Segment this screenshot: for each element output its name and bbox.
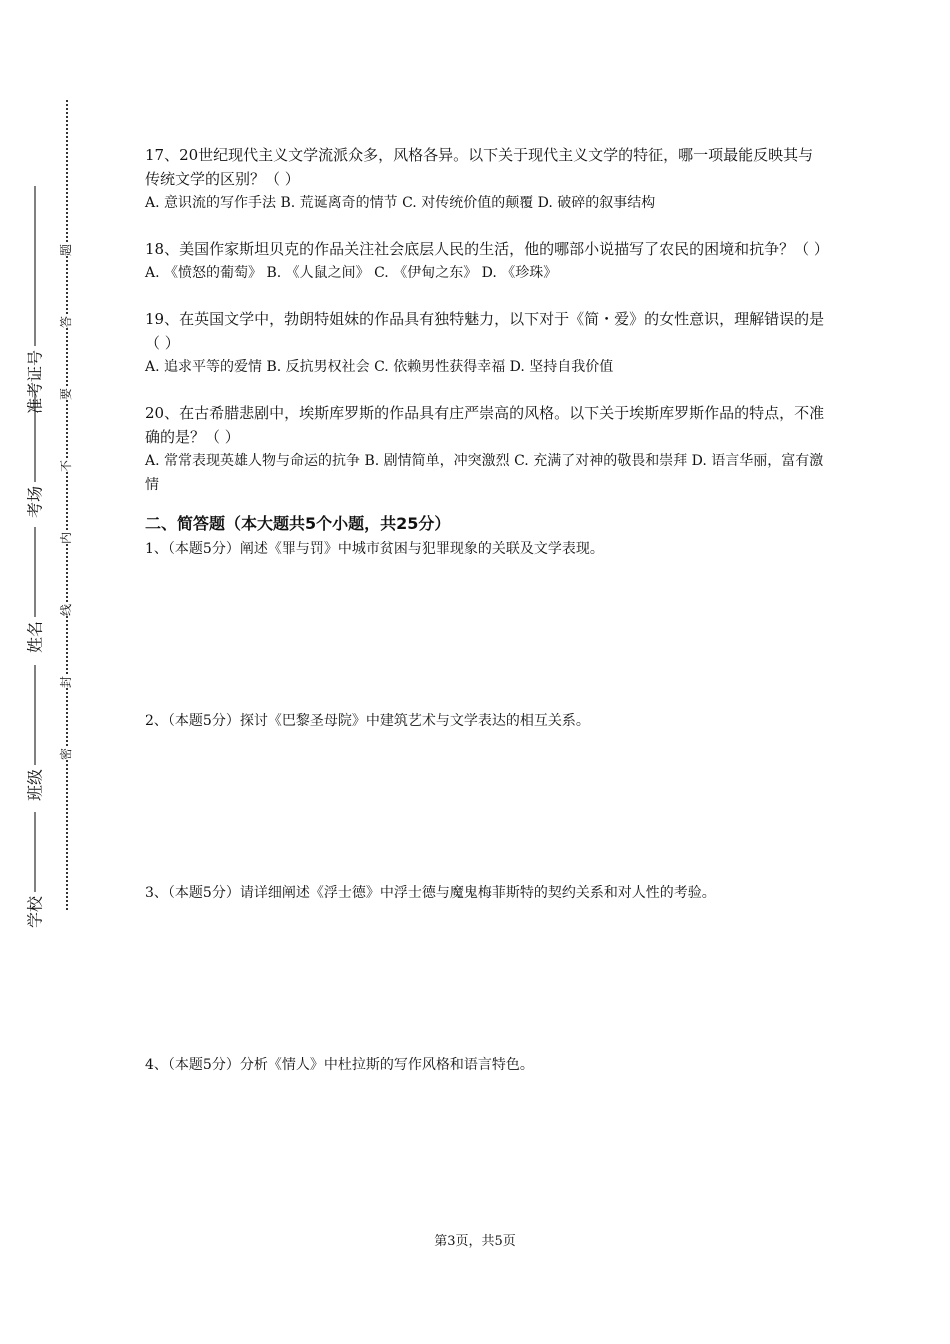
question-stem: 18、美国作家斯坦贝克的作品关注社会底层人民的生活，他的哪部小说描写了农民的困境和抗争？（ ） — [145, 240, 829, 258]
exam-number-line — [33, 186, 36, 346]
name-label: 姓名 — [25, 620, 45, 654]
seal-char: 题 — [59, 243, 73, 257]
exam-room-label: 考场 — [25, 485, 45, 519]
exam-number-field — [23, 186, 46, 414]
name-field — [23, 527, 46, 653]
seal-char: 不 — [59, 459, 73, 473]
seal-char: 线 — [59, 603, 73, 617]
seal-char: 封 — [59, 675, 73, 689]
school-field — [23, 812, 46, 928]
binding-margin — [0, 0, 100, 1344]
exam-number-label: 准考证号 — [25, 349, 45, 415]
school-label: 学校 — [25, 895, 45, 929]
question-stem: 20、在古希腊悲剧中，埃斯库罗斯的作品具有庄严崇高的风格。以下关于埃斯库罗斯作品的特点，不准确的是？（ ） — [145, 404, 825, 446]
short-answer-1: 1、（本题5分）阐述《罪与罚》中城市贫困与犯罪现象的关联及文学表现。 — [145, 541, 604, 557]
question-17 — [145, 143, 825, 215]
question-stem: 17、20世纪现代主义文学流派众多，风格各异。以下关于现代主义文学的特征，哪一项最能反映其与传统文学的区别？（ ） — [145, 146, 814, 188]
school-line — [33, 812, 36, 892]
question-options: A. 追求平等的爱情 B. 反抗男权社会 C. 依赖男性获得幸福 D. 坚持自我价值 — [145, 359, 614, 375]
exam-room-field — [23, 392, 46, 518]
question-18 — [145, 237, 829, 285]
question-19 — [145, 307, 825, 379]
seal-char: 内 — [59, 531, 73, 545]
short-answer-4: 4、（本题5分）分析《情人》中杜拉斯的写作风格和语言特色。 — [145, 1057, 534, 1073]
question-20 — [145, 401, 825, 497]
question-options: A. 《愤怒的葡萄》 B. 《人鼠之间》 C. 《伊甸之东》 D. 《珍珠》 — [145, 265, 558, 281]
seal-char: 要 — [59, 387, 73, 401]
question-options: A. 常常表现英雄人物与命运的抗争 B. 剧情简单，冲突激烈 C. 充满了对神的敬畏和崇拜 D. 语言华丽，富有激情 — [145, 453, 824, 493]
question-options: A. 意识流的写作手法 B. 荒诞离奇的情节 C. 对传统价值的颠覆 D. 破碎的叙事结构 — [145, 195, 656, 211]
seal-char: 答 — [59, 315, 73, 329]
exam-room-line — [33, 392, 36, 482]
class-label: 班级 — [25, 768, 45, 802]
section-title: 二、简答题（本大题共5个小题，共25分） — [145, 514, 451, 533]
exam-content — [145, 143, 829, 1077]
seal-dotted-line — [66, 100, 68, 910]
seal-char: 密 — [59, 747, 73, 761]
question-stem: 19、在英国文学中，勃朗特姐妹的作品具有独特魅力，以下对于《简・爱》的女性意识，理解错误的是（ ） — [145, 310, 825, 352]
short-answer-2: 2、（本题5分）探讨《巴黎圣母院》中建筑艺术与文学表达的相互关系。 — [145, 713, 590, 729]
page-footer: 第3页，共5页 — [434, 1234, 516, 1249]
class-field — [23, 665, 46, 801]
class-line — [33, 665, 36, 765]
name-line — [33, 527, 36, 617]
short-answer-3: 3、（本题5分）请详细阐述《浮士德》中浮士德与魔鬼梅菲斯特的契约关系和对人性的考验。 — [145, 885, 716, 901]
